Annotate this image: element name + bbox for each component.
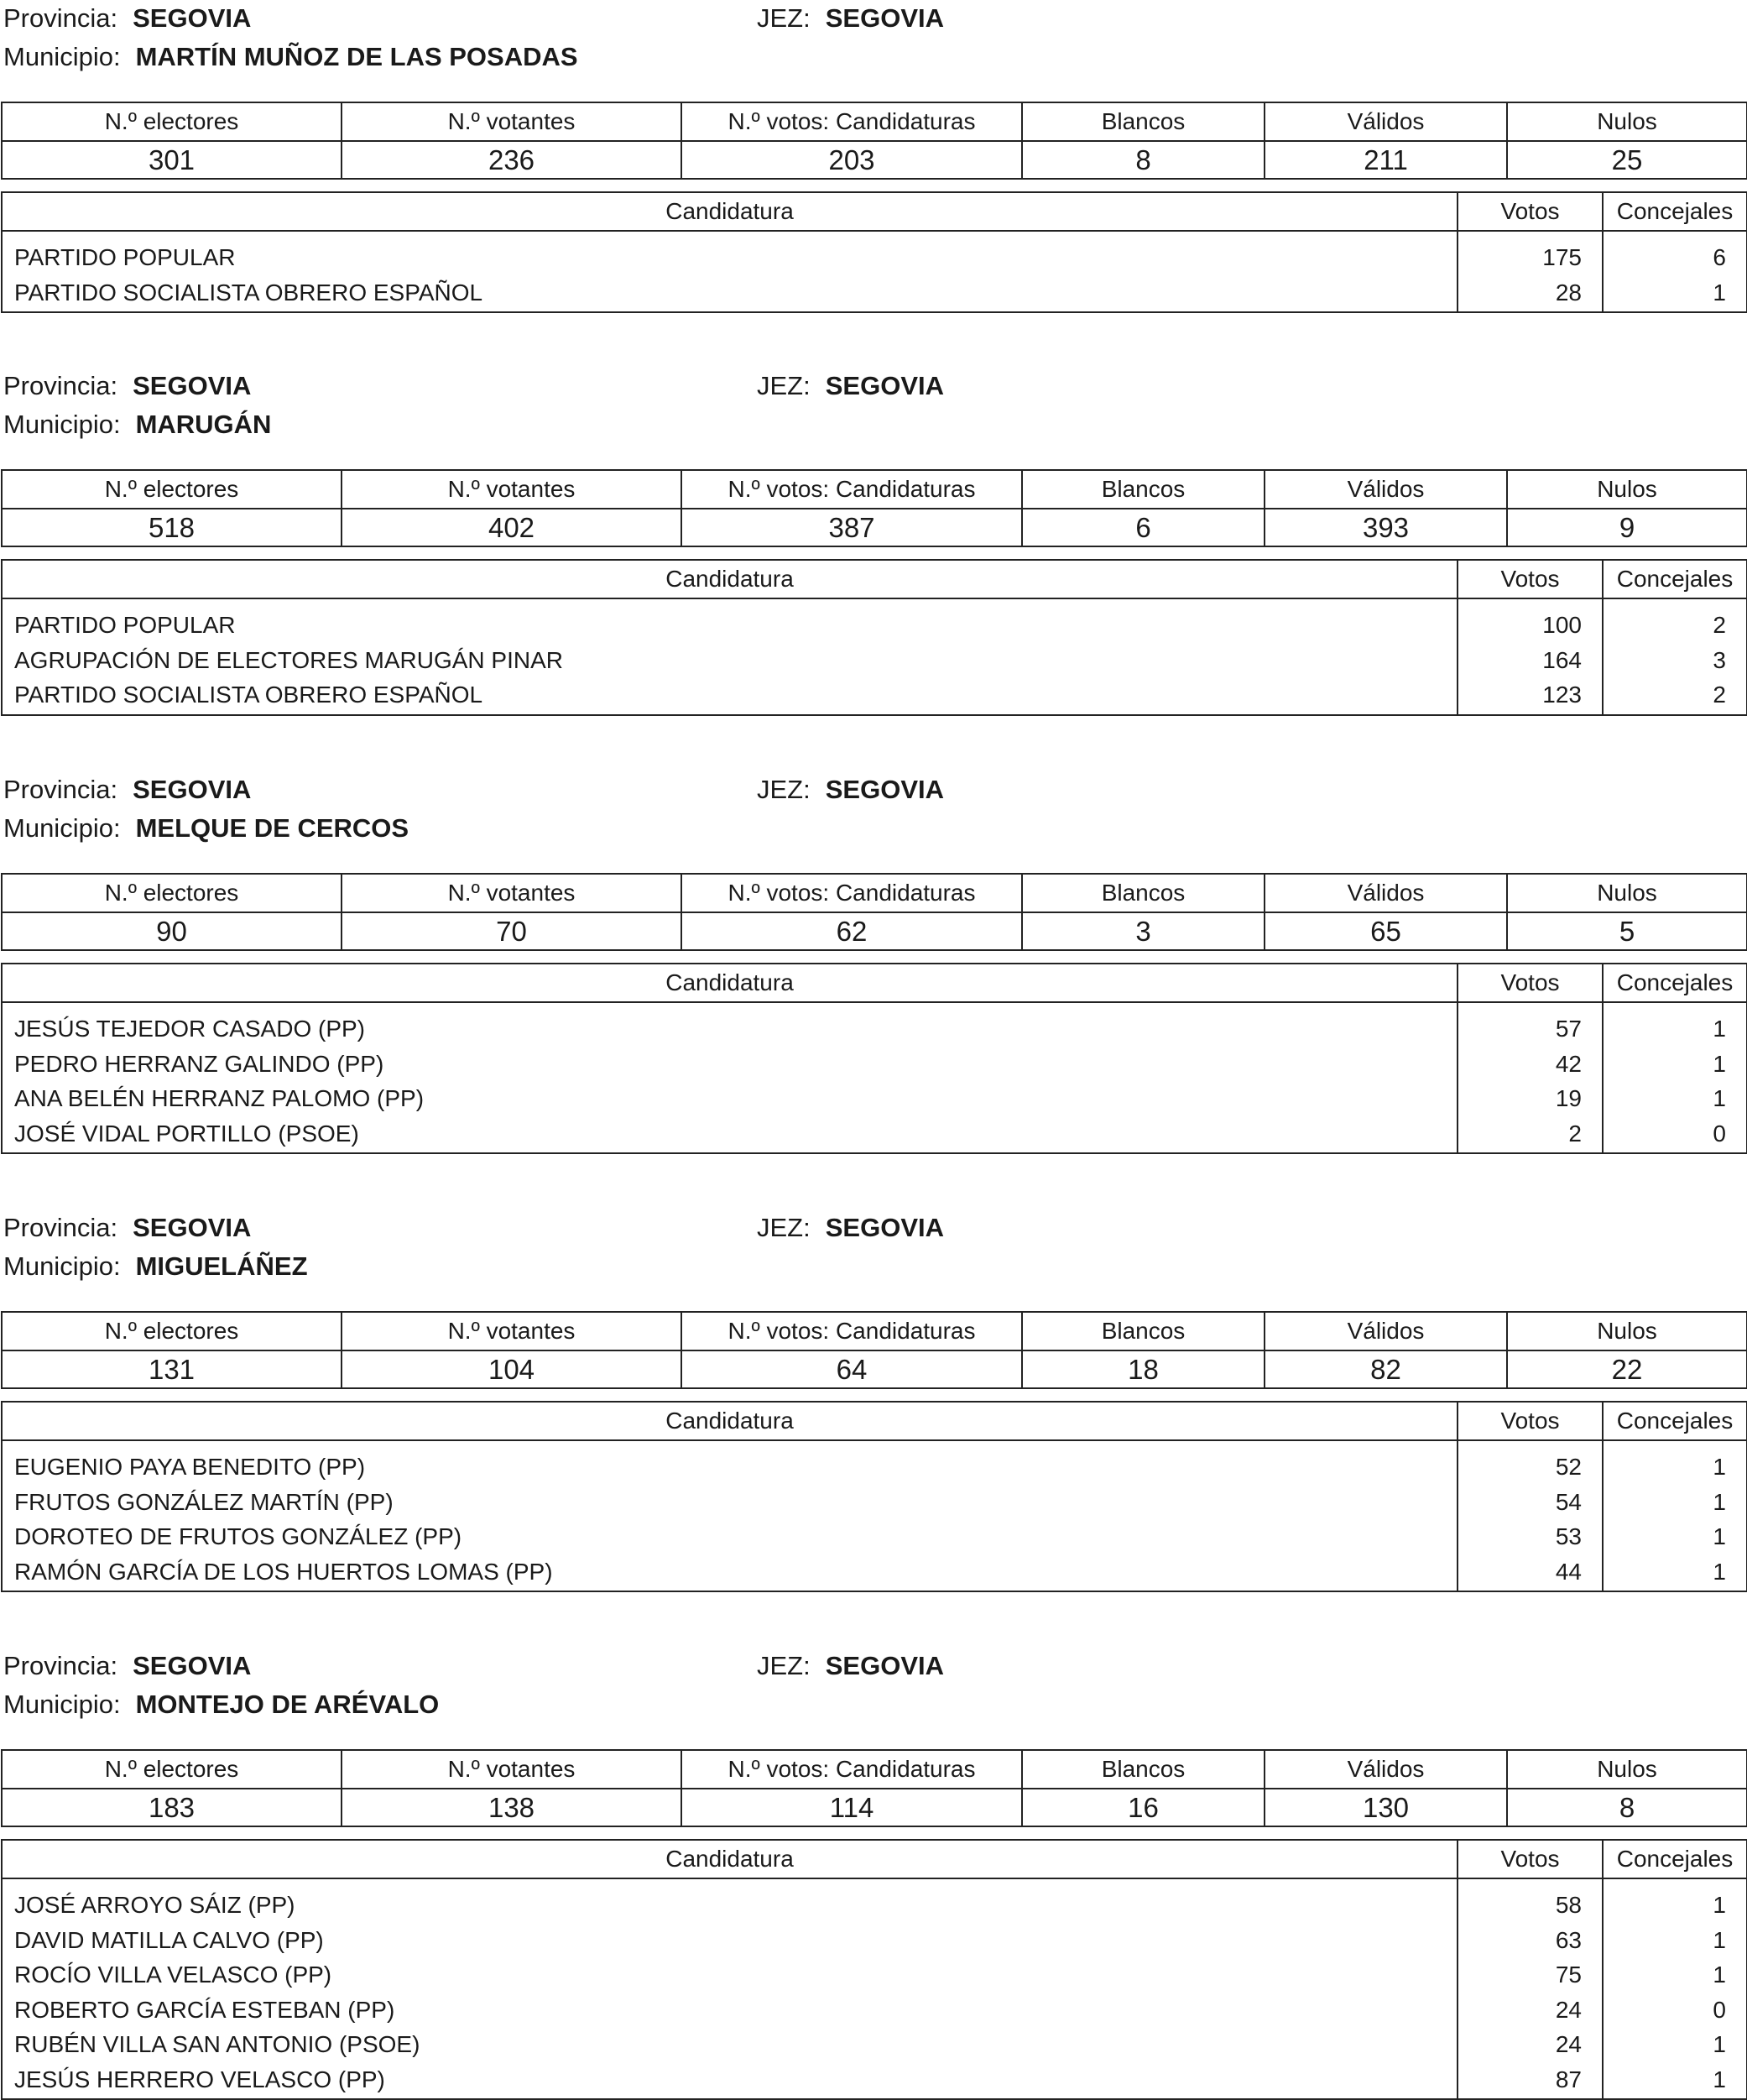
summary-header-cell: Blancos [1022,1750,1265,1789]
summary-value-cell: 211 [1265,141,1507,179]
candidate-concejales: 1 [1713,1488,1726,1515]
candidate-votos: 54 [1555,1488,1582,1515]
candidate-concejales: 3 [1713,646,1726,673]
candidate-name-column [2,231,1458,312]
provincia-value: SEGOVIA [133,775,252,804]
candidates-header-row [2,560,1747,598]
candidates-body-row [2,1440,1747,1591]
candidate-name: JOSÉ VIDAL PORTILLO (PSOE) [14,1120,359,1147]
candidates-header-cell: Candidatura [2,1840,1458,1878]
summary-value-cell: 8 [1507,1789,1747,1826]
summary-value-row [2,1350,1747,1388]
municipio-line [3,813,409,844]
candidate-name: FRUTOS GONZÁLEZ MARTÍN (PP) [14,1488,394,1515]
candidate-votos: 75 [1555,1962,1582,1988]
summary-header-row [2,1312,1747,1350]
jez-line [757,1651,944,1681]
provincia-line [3,1651,251,1681]
summary-header-cell: N.º electores [2,874,342,912]
provincia-line [3,371,251,401]
summary-value-cell: 518 [2,509,342,546]
candidate-votos: 24 [1555,2031,1582,2057]
candidates-header-cell: Concejales [1603,560,1747,598]
summary-value-cell: 18 [1022,1350,1265,1388]
candidate-name: JOSÉ ARROYO SÁIZ (PP) [14,1892,295,1918]
candidate-votos: 52 [1555,1454,1582,1480]
provincia-value: SEGOVIA [133,1213,252,1242]
summary-table [1,469,1747,547]
candidate-concejales: 1 [1713,2066,1726,2092]
summary-header-cell: Blancos [1022,1312,1265,1350]
jez-value: SEGOVIA [825,3,944,33]
candidate-name: AGRUPACIÓN DE ELECTORES MARUGÁN PINAR [14,646,563,673]
municipio-line [3,1690,439,1720]
votos-column [1458,231,1603,312]
candidates-header-cell: Concejales [1603,192,1747,231]
jez-line [757,371,944,401]
municipality-block [0,1209,1747,1612]
candidates-table [1,191,1747,313]
summary-value-cell: 8 [1022,141,1265,179]
provincia-value: SEGOVIA [133,3,252,33]
provincia-line [3,3,251,34]
summary-header-cell: N.º votantes [342,874,681,912]
candidate-votos: 57 [1555,1016,1582,1042]
candidate-name-column [2,1440,1458,1591]
candidate-votos: 42 [1555,1050,1582,1077]
municipality-block [0,0,1747,403]
summary-header-row [2,470,1747,509]
summary-table [1,873,1747,951]
summary-header-row [2,1750,1747,1789]
summary-value-row [2,1789,1747,1826]
concejales-column [1603,231,1747,312]
municipality-block [0,1648,1747,2092]
candidate-concejales: 1 [1713,279,1726,306]
municipio-line [3,42,578,72]
candidate-votos: 53 [1555,1523,1582,1549]
summary-header-cell: N.º votantes [342,470,681,509]
municipio-name: MARUGÁN [135,410,272,439]
candidate-name: DAVID MATILLA CALVO (PP) [14,1926,324,1953]
summary-value-row [2,912,1747,950]
candidate-votos: 19 [1555,1085,1582,1111]
municipio-line [3,410,271,440]
summary-header-cell: Blancos [1022,102,1265,141]
candidate-concejales: 1 [1713,1892,1726,1918]
summary-value-cell: 393 [1265,509,1507,546]
candidate-name: PARTIDO SOCIALISTA OBRERO ESPAÑOL [14,279,483,306]
summary-header-cell: N.º electores [2,470,342,509]
candidates-header-row [2,1840,1747,1878]
municipio-label: Municipio: [3,410,121,439]
candidate-votos: 164 [1542,646,1582,673]
summary-header-row [2,874,1747,912]
votos-column [1458,1440,1603,1591]
summary-header-cell: N.º votos: Candidaturas [681,102,1022,141]
jez-label: JEZ: [757,3,811,33]
candidate-name-column [2,1878,1458,2099]
jez-line [757,1213,944,1243]
municipality-block [0,368,1747,771]
candidates-header-cell: Concejales [1603,1840,1747,1878]
summary-header-cell: N.º electores [2,102,342,141]
candidate-concejales: 1 [1713,1962,1726,1988]
candidate-name: JESÚS TEJEDOR CASADO (PP) [14,1016,366,1042]
summary-value-cell: 138 [342,1789,681,1826]
candidate-name: EUGENIO PAYA BENEDITO (PP) [14,1454,366,1480]
summary-value-cell: 236 [342,141,681,179]
jez-value: SEGOVIA [825,371,944,400]
candidates-body-row [2,598,1747,715]
candidate-name: PARTIDO POPULAR [14,612,236,638]
candidate-concejales: 1 [1713,1085,1726,1111]
summary-header-cell: Blancos [1022,874,1265,912]
summary-value-cell: 3 [1022,912,1265,950]
jez-label: JEZ: [757,1213,811,1242]
candidates-header-cell: Candidatura [2,192,1458,231]
summary-value-cell: 183 [2,1789,342,1826]
summary-header-cell: N.º votantes [342,102,681,141]
candidate-name: JESÚS HERRERO VELASCO (PP) [14,2066,385,2092]
candidates-table [1,559,1747,716]
summary-header-cell: N.º votos: Candidaturas [681,1312,1022,1350]
summary-value-cell: 25 [1507,141,1747,179]
candidate-concejales: 2 [1713,612,1726,638]
candidate-concejales: 6 [1713,244,1726,270]
candidates-table [1,1401,1747,1592]
summary-header-cell: N.º votos: Candidaturas [681,1750,1022,1789]
candidates-header-cell: Concejales [1603,964,1747,1002]
candidate-concejales: 2 [1713,682,1726,708]
summary-value-cell: 82 [1265,1350,1507,1388]
summary-header-cell: Nulos [1507,470,1747,509]
summary-value-cell: 62 [681,912,1022,950]
summary-value-cell: 114 [681,1789,1022,1826]
candidate-name-column [2,1002,1458,1153]
summary-header-cell: Nulos [1507,102,1747,141]
summary-value-cell: 70 [342,912,681,950]
candidate-votos: 87 [1555,2066,1582,2092]
candidates-body-row [2,1002,1747,1153]
candidate-concejales: 1 [1713,2031,1726,2057]
summary-header-cell: Válidos [1265,1312,1507,1350]
jez-label: JEZ: [757,371,811,400]
candidate-name: ROCÍO VILLA VELASCO (PP) [14,1962,332,1988]
candidate-concejales: 1 [1713,1523,1726,1549]
summary-header-cell: N.º electores [2,1750,342,1789]
candidates-table [1,1839,1747,2100]
candidate-concejales: 0 [1713,1996,1726,2023]
candidate-name-column [2,598,1458,715]
summary-header-cell: N.º votos: Candidaturas [681,470,1022,509]
jez-label: JEZ: [757,1651,811,1680]
candidate-name: ROBERTO GARCÍA ESTEBAN (PP) [14,1996,395,2023]
provincia-label: Provincia: [3,3,118,33]
summary-value-cell: 104 [342,1350,681,1388]
jez-line [757,3,944,34]
candidate-concejales: 1 [1713,1454,1726,1480]
candidates-header-cell: Votos [1458,1840,1603,1878]
summary-value-cell: 90 [2,912,342,950]
jez-line [757,775,944,805]
provincia-label: Provincia: [3,371,118,400]
concejales-column [1603,598,1747,715]
candidate-name: DOROTEO DE FRUTOS GONZÁLEZ (PP) [14,1523,462,1549]
summary-header-row [2,102,1747,141]
summary-header-cell: Válidos [1265,1750,1507,1789]
candidate-concejales: 0 [1713,1120,1726,1147]
summary-value-cell: 9 [1507,509,1747,546]
jez-value: SEGOVIA [825,1213,944,1242]
provincia-label: Provincia: [3,1213,118,1242]
candidate-votos: 175 [1542,244,1582,270]
votos-column [1458,1878,1603,2099]
summary-value-cell: 131 [2,1350,342,1388]
summary-value-cell: 203 [681,141,1022,179]
municipio-label: Municipio: [3,1690,121,1719]
summary-header-cell: N.º votos: Candidaturas [681,874,1022,912]
summary-header-cell: Válidos [1265,874,1507,912]
candidate-concejales: 1 [1713,1016,1726,1042]
candidates-header-cell: Votos [1458,964,1603,1002]
summary-header-cell: Blancos [1022,470,1265,509]
jez-label: JEZ: [757,775,811,804]
candidate-votos: 123 [1542,682,1582,708]
jez-value: SEGOVIA [825,775,944,804]
candidates-body-row [2,231,1747,312]
candidates-header-row [2,192,1747,231]
municipio-label: Municipio: [3,1251,121,1281]
provincia-line [3,1213,251,1243]
candidates-header-cell: Concejales [1603,1402,1747,1440]
summary-value-cell: 387 [681,509,1022,546]
summary-value-cell: 301 [2,141,342,179]
municipio-name: MIGUELÁÑEZ [135,1251,308,1281]
provincia-label: Provincia: [3,775,118,804]
summary-value-cell: 5 [1507,912,1747,950]
concejales-column [1603,1440,1747,1591]
summary-value-cell: 64 [681,1350,1022,1388]
candidates-header-cell: Candidatura [2,1402,1458,1440]
candidate-votos: 28 [1555,279,1582,306]
summary-value-row [2,509,1747,546]
candidate-concejales: 1 [1713,1926,1726,1953]
concejales-column [1603,1002,1747,1153]
concejales-column [1603,1878,1747,2099]
candidate-name: PARTIDO POPULAR [14,244,236,270]
summary-value-cell: 16 [1022,1789,1265,1826]
candidates-header-row [2,964,1747,1002]
summary-header-cell: Nulos [1507,874,1747,912]
candidates-table [1,963,1747,1154]
summary-value-cell: 130 [1265,1789,1507,1826]
candidate-votos: 44 [1555,1558,1582,1585]
candidate-concejales: 1 [1713,1558,1726,1585]
candidates-header-cell: Votos [1458,1402,1603,1440]
candidates-body-row [2,1878,1747,2099]
candidate-votos: 58 [1555,1892,1582,1918]
candidate-votos: 2 [1568,1120,1582,1147]
provincia-line [3,775,251,805]
summary-header-cell: N.º votantes [342,1750,681,1789]
candidate-name: RAMÓN GARCÍA DE LOS HUERTOS LOMAS (PP) [14,1558,553,1585]
summary-value-cell: 402 [342,509,681,546]
summary-header-cell: Válidos [1265,470,1507,509]
summary-value-cell: 22 [1507,1350,1747,1388]
summary-table [1,1749,1747,1827]
summary-header-cell: Nulos [1507,1750,1747,1789]
municipio-line [3,1251,308,1282]
votos-column [1458,598,1603,715]
votos-column [1458,1002,1603,1153]
summary-value-cell: 6 [1022,509,1265,546]
municipio-label: Municipio: [3,42,121,71]
provincia-value: SEGOVIA [133,371,252,400]
candidate-votos: 100 [1542,612,1582,638]
municipio-label: Municipio: [3,813,121,843]
summary-header-cell: N.º votantes [342,1312,681,1350]
candidate-votos: 63 [1555,1926,1582,1953]
summary-value-row [2,141,1747,179]
candidate-name: RUBÉN VILLA SAN ANTONIO (PSOE) [14,2031,420,2057]
candidates-header-row [2,1402,1747,1440]
municipio-name: MONTEJO DE ARÉVALO [135,1690,440,1719]
summary-table [1,102,1747,180]
candidates-header-cell: Votos [1458,192,1603,231]
jez-value: SEGOVIA [825,1651,944,1680]
municipio-name: MELQUE DE CERCOS [135,813,409,843]
candidate-name: ANA BELÉN HERRANZ PALOMO (PP) [14,1085,425,1111]
summary-header-cell: Válidos [1265,102,1507,141]
summary-header-cell: N.º electores [2,1312,342,1350]
candidates-header-cell: Votos [1458,560,1603,598]
municipio-name: MARTÍN MUÑOZ DE LAS POSADAS [135,42,578,71]
municipality-block [0,771,1747,1174]
provincia-value: SEGOVIA [133,1651,252,1680]
candidate-concejales: 1 [1713,1050,1726,1077]
candidate-name: PARTIDO SOCIALISTA OBRERO ESPAÑOL [14,682,483,708]
candidate-votos: 24 [1555,1996,1582,2023]
candidate-name: PEDRO HERRANZ GALINDO (PP) [14,1050,384,1077]
candidates-header-cell: Candidatura [2,560,1458,598]
candidates-header-cell: Candidatura [2,964,1458,1002]
provincia-label: Provincia: [3,1651,118,1680]
summary-table [1,1311,1747,1389]
summary-header-cell: Nulos [1507,1312,1747,1350]
summary-value-cell: 65 [1265,912,1507,950]
